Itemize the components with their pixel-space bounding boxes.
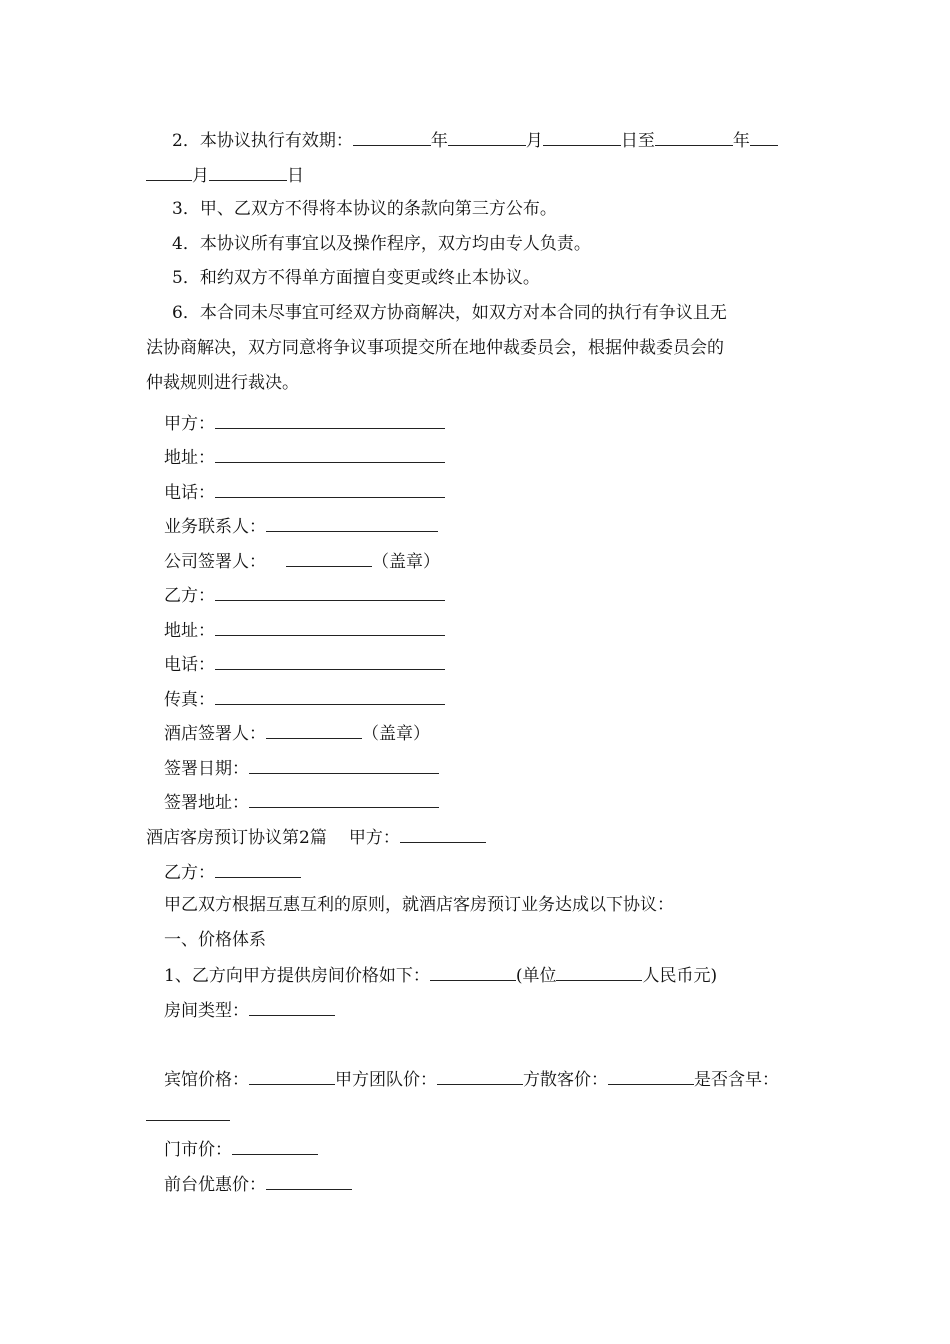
front-desk-price-field[interactable] (266, 1171, 352, 1190)
month2-blank-end (146, 162, 192, 181)
second-party-b-row (164, 859, 301, 885)
sign-date-row (164, 755, 439, 781)
clause-2-line-1 (172, 127, 778, 153)
price-item-1-field[interactable] (430, 962, 516, 981)
party-a-address-row (164, 444, 445, 470)
hotel-price-field[interactable] (249, 1066, 335, 1085)
clause-6-line-2: 法协商解决，双方同意将争议事项提交所在地仲裁委员会，根据仲裁委员会的 (146, 338, 724, 358)
price-row (164, 1066, 779, 1092)
clause-3: 3．甲、乙双方不得将本协议的条款向第三方公布。 (172, 199, 557, 219)
second-intro: 甲乙双方根据互惠互利的原则，就酒店客房预订业务达成以下协议： (164, 895, 674, 915)
year2-label: 年 (732, 131, 750, 151)
unit-field[interactable] (556, 962, 642, 981)
party-b-signer-field[interactable] (266, 720, 362, 739)
second-agreement-title: 酒店客房预订协议第2篇 (146, 828, 327, 848)
party-a-name-label: 甲方： (164, 414, 215, 434)
walkin-price-field[interactable] (608, 1066, 694, 1085)
rack-rate-row (164, 1136, 318, 1162)
year-label: 年 (430, 131, 448, 151)
sign-place-label: 签署地址： (164, 793, 249, 813)
unit-label: (单位 (515, 966, 557, 986)
party-b-name-row (164, 582, 445, 608)
front-desk-price-row (164, 1171, 352, 1197)
clause-2-label: 2．本协议执行有效期： (172, 131, 353, 151)
clause-5: 5．和约双方不得单方面擅自变更或终止本协议。 (172, 268, 540, 288)
party-a-signer-field[interactable] (286, 548, 372, 567)
party-a-seal-label: （盖章） (372, 552, 440, 572)
rack-rate-field[interactable] (232, 1136, 318, 1155)
party-b-signer-row (164, 720, 430, 746)
day2-label: 日 (287, 166, 304, 186)
party-b-phone-field[interactable] (215, 651, 445, 670)
sign-place-field[interactable] (249, 789, 439, 808)
sign-date-field[interactable] (249, 755, 439, 774)
section-price-system: 一、价格体系 (164, 930, 266, 950)
day2-blank (209, 162, 287, 181)
party-a-address-label: 地址： (164, 448, 215, 468)
breakfast-label: 是否含早： (694, 1070, 779, 1090)
party-b-fax-field[interactable] (215, 686, 445, 705)
party-b-address-field[interactable] (215, 617, 445, 636)
price-item-1-row (164, 962, 717, 988)
party-b-seal-label: （盖章） (362, 724, 430, 744)
party-a-contact-row (164, 513, 438, 539)
party-b-signer-label: 酒店签署人： (164, 724, 266, 744)
rack-rate-label: 门市价： (164, 1140, 232, 1160)
party-a-phone-label: 电话： (164, 483, 215, 503)
party-a-signer-label: 公司签署人： (164, 552, 266, 572)
breakfast-field[interactable] (146, 1102, 230, 1121)
party-b-address-row (164, 617, 445, 643)
clause-6-line-3: 仲裁规则进行裁决。 (146, 373, 299, 393)
party-a-name-field[interactable] (215, 410, 445, 429)
group-price-field[interactable] (437, 1066, 523, 1085)
clause-2-line-2 (146, 162, 304, 188)
year2-blank (655, 127, 733, 146)
month2-label: 月 (192, 166, 209, 186)
hotel-price-label: 宾馆价格： (164, 1070, 249, 1090)
currency-label: 人民币元) (642, 966, 718, 986)
party-a-contact-label: 业务联系人： (164, 517, 266, 537)
second-party-a-field[interactable] (400, 824, 486, 843)
month-label: 月 (525, 131, 543, 151)
party-a-phone-field[interactable] (215, 479, 445, 498)
clause-4: 4．本协议所有事宜以及操作程序，双方均由专人负责。 (172, 234, 591, 254)
party-a-contact-field[interactable] (266, 513, 438, 532)
room-type-row (164, 997, 335, 1023)
second-party-b-label: 乙方： (164, 863, 215, 883)
party-a-name-row (164, 410, 445, 436)
clause-6-line-1: 6．本合同未尽事宜可经双方协商解决，如双方对本合同的执行有争议且无 (172, 303, 727, 323)
year-blank (353, 127, 431, 146)
party-a-address-field[interactable] (215, 444, 445, 463)
breakfast-field-row (146, 1102, 230, 1128)
day-blank (543, 127, 621, 146)
party-a-signer-row (164, 548, 440, 574)
price-item-1-label: 1、乙方向甲方提供房间价格如下： (164, 966, 430, 986)
room-type-label: 房间类型： (164, 1001, 249, 1021)
sign-date-label: 签署日期： (164, 759, 249, 779)
sign-place-row (164, 789, 439, 815)
month2-blank-start (750, 127, 778, 146)
room-type-field[interactable] (249, 997, 335, 1016)
second-agreement-title-row (146, 824, 486, 850)
group-price-label: 甲方团队价： (335, 1070, 437, 1090)
day-to-label: 日至 (620, 131, 655, 151)
party-b-name-field[interactable] (215, 582, 445, 601)
party-b-phone-row (164, 651, 445, 677)
party-b-phone-label: 电话： (164, 655, 215, 675)
party-b-name-label: 乙方： (164, 586, 215, 606)
party-a-phone-row (164, 479, 445, 505)
walkin-price-label: 方散客价： (523, 1070, 608, 1090)
second-party-a-label: 甲方： (348, 828, 400, 848)
party-b-address-label: 地址： (164, 621, 215, 641)
front-desk-price-label: 前台优惠价： (164, 1175, 266, 1195)
party-b-fax-label: 传真： (164, 690, 215, 710)
second-party-b-field[interactable] (215, 859, 301, 878)
month-blank (448, 127, 526, 146)
party-b-fax-row (164, 686, 445, 712)
